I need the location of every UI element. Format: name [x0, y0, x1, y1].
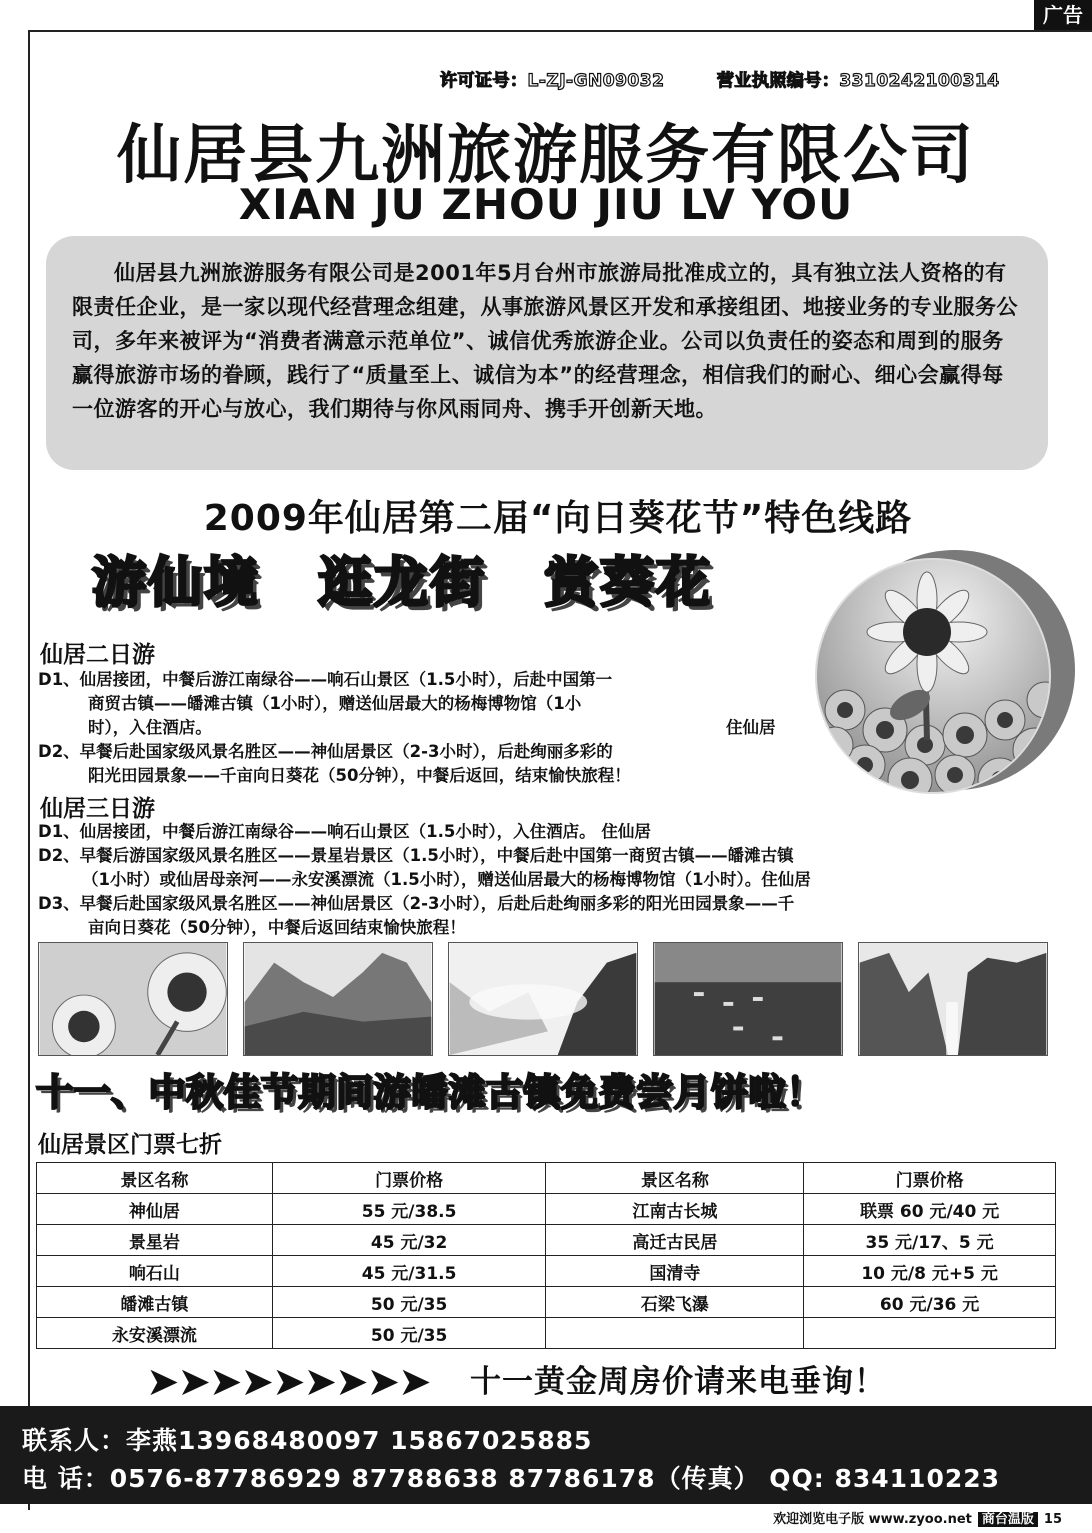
tour3-line-5: 亩向日葵花（50分钟），中餐后返回结束愉快旅程！ — [88, 918, 466, 937]
table-cell: 45 元/31.5 — [272, 1256, 546, 1287]
contact-phone-label: 电 话： — [22, 1464, 110, 1493]
table-cell: 45 元/32 — [272, 1225, 546, 1256]
table-row — [37, 1287, 1056, 1318]
col-ticket-price: 门票价格 — [272, 1163, 546, 1194]
table-cell: 皤滩古镇 — [37, 1287, 273, 1318]
discount-title: 仙居景区门票七折 — [38, 1132, 222, 1158]
slogan-1: 游仙境 — [92, 551, 260, 614]
festival-title: 2009年仙居第二届“向日葵花节”特色线路 — [203, 498, 913, 539]
table-row — [37, 1194, 1056, 1225]
page-footer-note — [773, 1509, 1062, 1531]
company-intro: 仙居县九洲旅游服务有限公司是2001年5月台州市旅游局批准成立的，具有独立法人资格的有限责任企业，是一家以现代经营理念组建，从事旅游风景区开发和承接组团、地接业务的专业服务公司，多年来被评为“消费者满意示范单位”、诚信优秀旅游企业。公司以负责任的姿态和周到的服务赢得旅游市场的眷顾，践行了“质量至上、诚信为本”的经营理念，相信我们的耐心、细心会赢得每一位游客的开心与放心，我们期待与你风雨同舟、携手开创新天地。 — [46, 236, 1048, 470]
table-cell — [804, 1318, 1056, 1349]
table-cell: 35 元/17、5 元 — [804, 1225, 1056, 1256]
contact-person-line — [22, 1422, 1092, 1460]
edition-badge: 商台温版 — [978, 1512, 1038, 1527]
table-cell: 60 元/36 元 — [804, 1287, 1056, 1318]
cliff-valley-photo — [858, 942, 1048, 1056]
tour3-line-4: D3、早餐后赴国家级风景名胜区——神仙居景区（2-3小时），后赴后赴绚丽多彩的阳光田园景象——千 — [38, 894, 795, 913]
river-rafting-photo — [653, 942, 843, 1056]
col-scenic-name-2: 景区名称 — [546, 1163, 804, 1194]
misty-mountain-photo — [448, 942, 638, 1056]
sunflower-closeup-photo — [38, 942, 228, 1056]
table-cell — [546, 1318, 804, 1349]
permit-number: 许可证号：L-ZJ-GN09032 — [440, 71, 665, 91]
tour2-line-1: D1、仙居接团，中餐后游江南绿谷——响石山景区（1.5小时），后赴中国第一 — [38, 670, 613, 689]
table-cell: 国清寺 — [546, 1256, 804, 1287]
table-cell: 高迁古民居 — [546, 1225, 804, 1256]
table-cell: 神仙居 — [37, 1194, 273, 1225]
slogan — [92, 540, 770, 617]
slogan-2: 逛龙街 — [318, 551, 486, 614]
table-cell: 石梁飞瀑 — [546, 1287, 804, 1318]
ad-tag: 广告 — [1034, 0, 1092, 30]
table-row — [37, 1256, 1056, 1287]
table-cell: 江南古长城 — [546, 1194, 804, 1225]
table-cell: 响石山 — [37, 1256, 273, 1287]
company-name-pinyin: XIAN JU ZHOU JIU LV YOU — [238, 180, 854, 229]
ticket-price-table — [36, 1162, 1056, 1349]
sunflower-photo — [815, 540, 1075, 810]
tour2-title: 仙居二日游 — [40, 642, 155, 668]
table-cell: 50 元/35 — [272, 1287, 546, 1318]
website-note: 欢迎浏览电子版 www.zyoo.net — [773, 1512, 972, 1527]
tour3-line-2: D2、早餐后游国家级风景名胜区——景星岩景区（1.5小时），中餐后赴中国第一商贸古镇——皤滩古镇 — [38, 846, 794, 865]
contact-person: 李燕13968480097 15867025885 — [126, 1426, 593, 1455]
tour2-line-5: 阳光田园景象——千亩向日葵花（50分钟），中餐后返回，结束愉快旅程！ — [88, 766, 631, 785]
slogan-3: 赏葵花 — [544, 551, 712, 614]
table-row — [37, 1318, 1056, 1349]
mid-autumn-promo: 十一、中秋佳节期间游皤滩古镇免费尝月饼啦！ — [36, 1071, 824, 1114]
table-cell: 10 元/8 元+5 元 — [804, 1256, 1056, 1287]
table-cell: 景星岩 — [37, 1225, 273, 1256]
page-number: 15 — [1043, 1512, 1062, 1527]
table-header-row — [37, 1163, 1056, 1194]
business-license-number: 营业执照编号：3310242100314 — [716, 71, 1000, 91]
company-name: 仙居县九洲旅游服务有限公司 — [117, 119, 975, 193]
tour2-line-4: D2、早餐后赴国家级风景名胜区——神仙居景区（2-3小时），后赴绚丽多彩的 — [38, 742, 613, 761]
col-ticket-price-2: 门票价格 — [804, 1163, 1056, 1194]
tour2-line-3: 时），入住酒店。 — [88, 718, 212, 737]
contact-person-label: 联系人： — [22, 1426, 127, 1455]
table-cell: 55 元/38.5 — [272, 1194, 546, 1225]
table-cell: 50 元/35 — [272, 1318, 546, 1349]
contact-footer — [0, 1406, 1092, 1504]
golden-week-notice: 十一黄金周房价请来电垂询！ — [470, 1364, 886, 1400]
table-row — [37, 1225, 1056, 1256]
license-numbers — [440, 66, 1060, 91]
col-scenic-name: 景区名称 — [37, 1163, 273, 1194]
contact-phone-line — [22, 1460, 1092, 1498]
table-cell: 联票 60 元/40 元 — [804, 1194, 1056, 1225]
tour3-line-3: （1小时）或仙居母亲河——永安溪漂流（1.5小时），赠送仙居最大的杨梅博物馆（1小时）。住仙居 — [82, 870, 811, 889]
tour3-title: 仙居三日游 — [40, 796, 155, 822]
table-cell: 永安溪漂流 — [37, 1318, 273, 1349]
arrow-decoration: ➤➤➤➤➤➤➤➤➤ — [146, 1359, 430, 1405]
tour2-line-2: 商贸古镇——皤滩古镇（1小时），赠送仙居最大的杨梅博物馆（1小 — [88, 694, 582, 713]
rock-peak-photo — [243, 942, 433, 1056]
tour3-line-1: D1、仙居接团，中餐后游江南绿谷——响石山景区（1.5小时），入住酒店。 住仙居 — [38, 822, 651, 841]
tour2-stay: 住仙居 — [726, 718, 776, 737]
contact-phone: 0576-87786929 87788638 87786178（传真） QQ: 834110223 — [109, 1464, 1001, 1493]
